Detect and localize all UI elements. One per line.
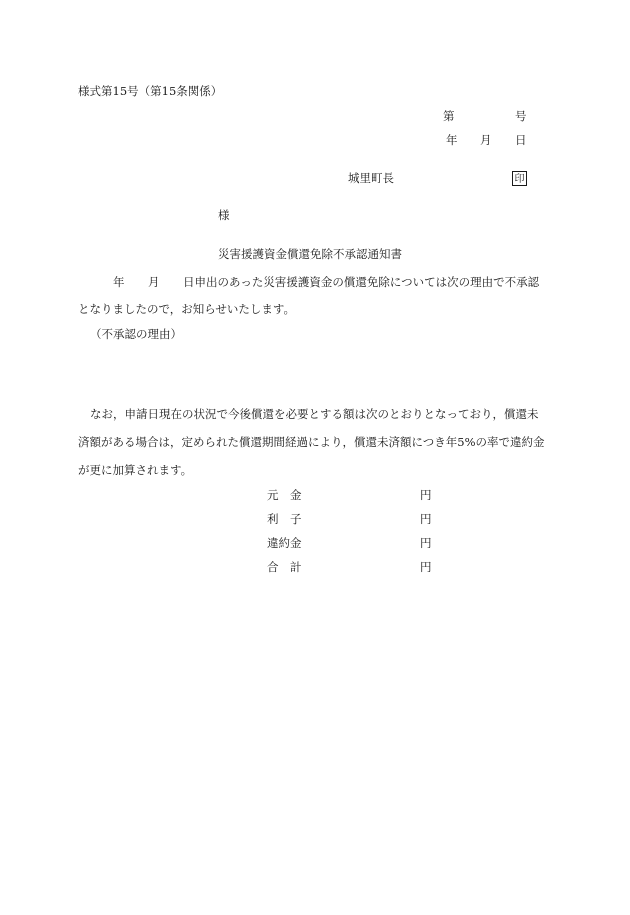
issuer-name: 城里町長 <box>348 171 394 185</box>
form-number: 様式第15号（第15条関係） <box>78 84 223 98</box>
amount-unit-interest: 円 <box>420 512 432 526</box>
note-line2: 済額がある場合は，定められた償還期間経過により，償還未済額につき年5%の率で違約金 <box>78 435 545 449</box>
document-title: 災害援護資金償還免除不承認通知書 <box>218 247 402 261</box>
addressee-suffix: 様 <box>218 208 230 222</box>
date-month: 月 <box>480 133 492 147</box>
amount-label-principal: 元 金 <box>267 488 302 502</box>
body-year: 年 <box>113 275 125 289</box>
date-year: 年 <box>446 133 458 147</box>
amount-unit-total: 円 <box>420 560 432 574</box>
doc-number-dai: 第 <box>443 109 455 123</box>
amount-label-penalty: 違約金 <box>267 536 302 550</box>
doc-number-go: 号 <box>515 109 527 123</box>
note-line1: なお，申請日現在の状況で今後償還を必要とする額は次のとおりとなっており，償還未 <box>90 407 539 421</box>
date-day: 日 <box>515 133 527 147</box>
amount-unit-principal: 円 <box>420 488 432 502</box>
amount-label-interest: 利 子 <box>267 512 302 526</box>
note-line3: が更に加算されます。 <box>78 463 193 477</box>
reason-heading: （不承認の理由） <box>90 327 182 341</box>
seal-stamp: 印 <box>512 171 527 186</box>
body-line1: 日申出のあった災害援護資金の償還免除については次の理由で不承認 <box>183 275 540 289</box>
body-month: 月 <box>148 275 160 289</box>
body-line2: となりましたので，お知らせいたします。 <box>78 302 296 316</box>
amount-unit-penalty: 円 <box>420 536 432 550</box>
amount-label-total: 合 計 <box>267 560 302 574</box>
